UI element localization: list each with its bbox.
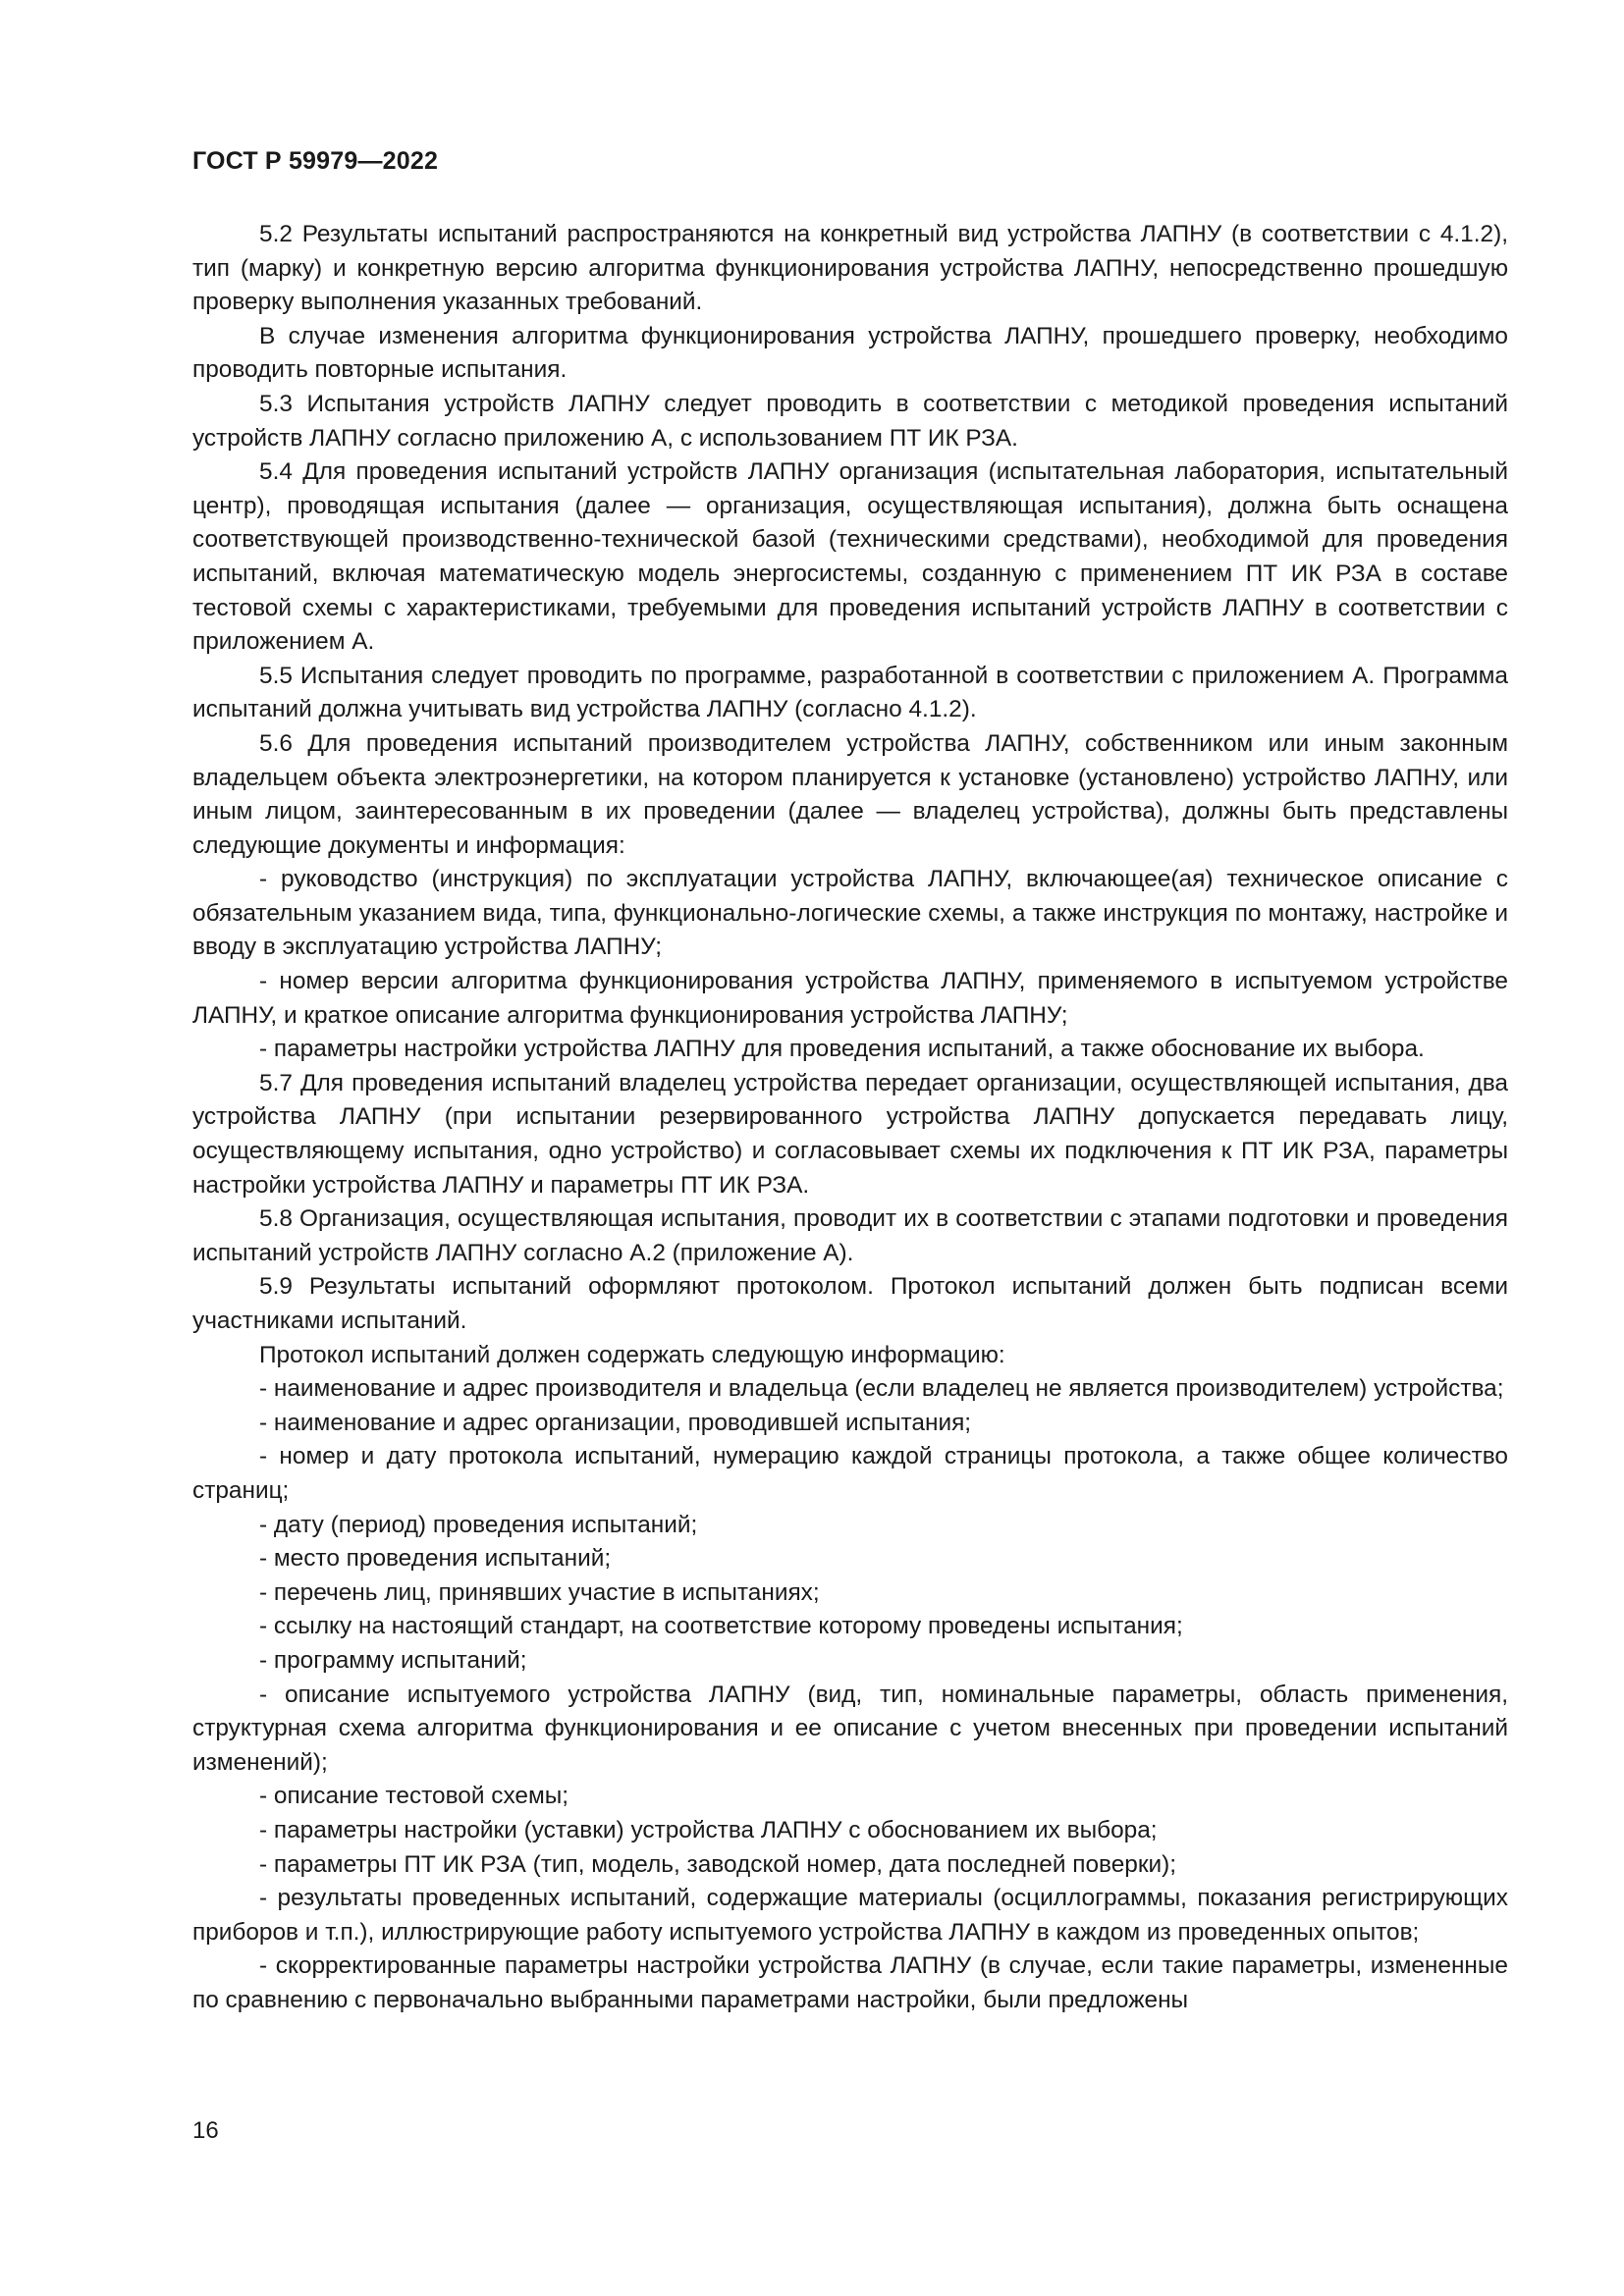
- list-item: - место проведения испытаний;: [259, 1545, 612, 1573]
- list-item: - скорректированные параметры настройки устройства ЛАПНУ (в случае, если такие параметры, измененные по сравнению с первоначально выбранными параметрами настройки, были предложены: [192, 1952, 1508, 2013]
- list-item: - описание тестовой схемы;: [259, 1783, 569, 1810]
- page-number: 16: [192, 2117, 219, 2144]
- paragraph-5-4: 5.4 Для проведения испытаний устройств ЛАПНУ организация (испытательная лаборатория, испытательный центр), проводящая испытания (далее — организация, осуществляющая испытания), должна быть оснащена соответствующей производственно-технической базой (техническими средствами), необходимой для проведения испытаний, включая математическую модель энергосистемы, созданную с применением ПТ ИК РЗА в составе тестовой схемы с характеристиками, требуемыми для проведения испытаний устройств ЛАПНУ в соответствии с приложением А.: [192, 458, 1508, 656]
- paragraph-5-2: 5.2 Результаты испытаний распространяются на конкретный вид устройства ЛАПНУ (в соответствии с 4.1.2), тип (марку) и конкретную версию алгоритма функционирования устройства ЛАПНУ, непосредственно прошедшую проверку выполнения указанных требований.: [192, 221, 1508, 316]
- list-item: - номер версии алгоритма функционирования устройства ЛАПНУ, применяемого в испытуемом устройстве ЛАПНУ, и краткое описание алгоритма функционирования устройства ЛАПНУ;: [192, 968, 1508, 1029]
- paragraph-5-3: 5.3 Испытания устройств ЛАПНУ следует проводить в соответствии с методикой проведения испытаний устройств ЛАПНУ согласно приложению А, с использованием ПТ ИК РЗА.: [192, 390, 1508, 452]
- paragraph: В случае изменения алгоритма функционирования устройства ЛАПНУ, прошедшего проверку, необходимо проводить повторные испытания.: [192, 322, 1508, 384]
- paragraph-5-6: 5.6 Для проведения испытаний производителем устройства ЛАПНУ, собственником или иным законным владельцем объекта электроэнергетики, на котором планируется к установке (установлено) устройство ЛАПНУ, или иным лицом, заинтересованным в их проведении (далее — владелец устройства), должны быть представлены следующие документы и информация:: [192, 729, 1508, 859]
- document-header: ГОСТ Р 59979—2022: [192, 147, 439, 175]
- list-item: - параметры настройки устройства ЛАПНУ для проведения испытаний, а также обоснование их выбора.: [259, 1036, 1425, 1063]
- paragraph: Протокол испытаний должен содержать следующую информацию:: [259, 1341, 1005, 1368]
- list-item: - результаты проведенных испытаний, содержащие материалы (осциллограммы, показания регистрирующих приборов и т.п.), иллюстрирующие работу испытуемого устройства ЛАПНУ в каждом из проведенных опытов;: [192, 1885, 1508, 1946]
- paragraph-5-9: 5.9 Результаты испытаний оформляют протоколом. Протокол испытаний должен быть подписан всеми участниками испытаний.: [192, 1273, 1508, 1334]
- list-item: - наименование и адрес производителя и владельца (если владелец не является производителем) устройства;: [259, 1375, 1504, 1403]
- paragraph-5-7: 5.7 Для проведения испытаний владелец устройства передает организации, осуществляющей испытания, два устройства ЛАПНУ (при испытании резервированного устройства ЛАПНУ допускается передавать лицу, осуществляющему испытания, одно устройство) и согласовывает схемы их подключения к ПТ ИК РЗА, параметры настройки устройства ЛАПНУ и параметры ПТ ИК РЗА.: [192, 1069, 1508, 1199]
- list-item: - дату (период) проведения испытаний;: [259, 1511, 698, 1538]
- list-item: - параметры настройки (уставки) устройства ЛАПНУ с обоснованием их выбора;: [259, 1816, 1158, 1843]
- paragraph-5-5: 5.5 Испытания следует проводить по программе, разработанной в соответствии с приложением А. Программа испытаний должна учитывать вид устройства ЛАПНУ (согласно 4.1.2).: [192, 662, 1508, 723]
- list-item: - перечень лиц, принявших участие в испытаниях;: [259, 1578, 820, 1606]
- list-item: - наименование и адрес организации, проводившей испытания;: [259, 1409, 972, 1436]
- list-item: - описание испытуемого устройства ЛАПНУ (вид, тип, номинальные параметры, область применения, структурная схема алгоритма функционирования и ее описание с учетом внесенных при проведении испытаний изменений);: [192, 1681, 1508, 1776]
- paragraph-5-8: 5.8 Организация, осуществляющая испытания, проводит их в соответствии с этапами подготовки и проведения испытаний устройств ЛАПНУ согласно А.2 (приложение А).: [192, 1205, 1508, 1266]
- list-item: - ссылку на настоящий стандарт, на соответствие которому проведены испытания;: [259, 1613, 1183, 1640]
- list-item: - параметры ПТ ИК РЗА (тип, модель, заводской номер, дата последней поверки);: [259, 1850, 1177, 1878]
- list-item: - программу испытаний;: [259, 1646, 527, 1674]
- document-body: [192, 218, 1508, 2017]
- list-item: - номер и дату протокола испытаний, нумерацию каждой страницы протокола, а также общее количество страниц;: [192, 1443, 1508, 1504]
- list-item: - руководство (инструкция) по эксплуатации устройства ЛАПНУ, включающее(ая) техническое описание с обязательным указанием вида, типа, функционально-логические схемы, а также инструкция по монтажу, настройке и вводу в эксплуатацию устройства ЛАПНУ;: [192, 866, 1508, 961]
